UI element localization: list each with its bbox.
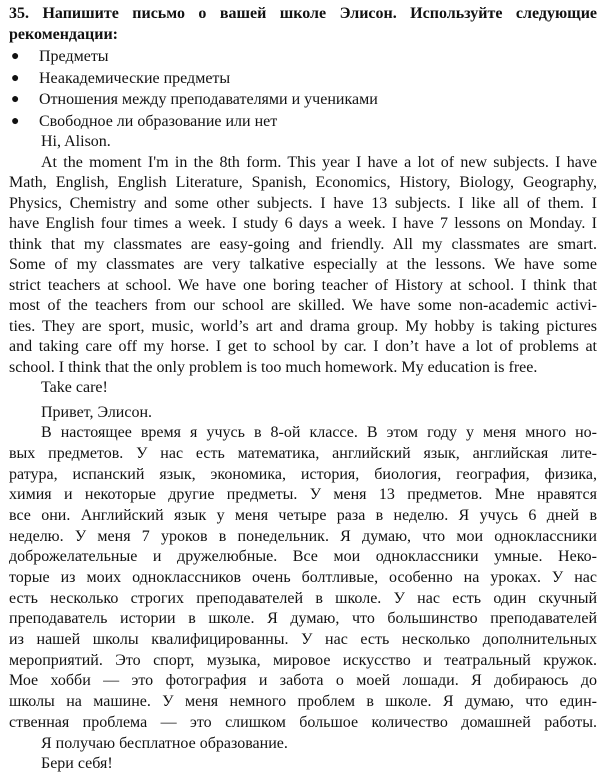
task-title: Напишите письмо о вашей школе Элисон. Используйте следующие xyxy=(42,5,598,22)
letter-ru-line: В настоящее время я учусь в 8-ой классе. В этом году у меня много но- xyxy=(41,424,597,442)
letter-en-line: have English four times a week. I study 6 days a week. I have 7 lessons on Monday. I xyxy=(9,215,597,232)
letter-en-line: ties. They are sport, music, world’s art and drama group. My hobby is taking pictures xyxy=(9,317,597,335)
letter-ru-line: вых предметов. У нас есть математика, английский язык, английская лите- xyxy=(9,444,597,462)
letter-ru-line: доброжелательные и дружелюбные. Все мои одноклассники умные. Неко- xyxy=(9,548,597,566)
letter-ru-greeting: Привет, Элисон. xyxy=(41,403,153,421)
letter-ru-line: преподаватель истории в школе. Я думаю, что большинство преподавателей xyxy=(9,610,597,628)
recommendations-list xyxy=(9,46,597,132)
list-item: ● Отношения между преподавателями и учениками xyxy=(9,89,597,111)
letter-en-line: Math, English, English Literature, Spanish, Economics, History, Biology, Geography, xyxy=(9,174,597,191)
letter-ru-line: ратура, испанский язык, экономика, история, биология, география, физика, xyxy=(9,465,597,483)
list-item: ● Предметы xyxy=(9,46,597,68)
letter-ru-line: все они. Английский язык у меня четыре раза в неделю. Я учусь 6 дней в xyxy=(9,506,597,524)
task-heading-line-1 xyxy=(9,4,597,25)
letter-ru-last-line: Я получаю бесплатное образование. xyxy=(41,734,288,752)
letter-en-line: strict teachers at school. We have one boring teacher of History at school. I think that xyxy=(9,276,597,294)
task-number: 35. xyxy=(9,5,29,22)
letter-en-line: and taking care off my horse. I get to school by car. I don’t have a lot of problems at xyxy=(9,338,597,355)
letter-ru-line: есть несколько строгих преподавателей в школе. У нас есть один скучный xyxy=(9,589,597,607)
letter-ru-line: мероприятий. Это спорт, музыка, мировое искусство и театральный кружок. xyxy=(9,651,597,669)
bullet-icon: ● xyxy=(11,92,20,107)
letter-russian xyxy=(9,403,597,775)
letter-ru-line: школы на машине. У меня немного проблем в школе. Я думаю, что един- xyxy=(9,693,597,711)
letter-en-line: Physics, Chemistry and some other subjects. I have 13 subjects. I like all of them. I xyxy=(9,194,597,212)
letter-en-closing: Take care! xyxy=(41,379,108,396)
letter-ru-line: торые из моих одноклассников очень болтливые, особенно на уроках. У нас xyxy=(9,569,597,586)
letter-en-line: think that my classmates are easy-going and friendly. All my classmates are smart. xyxy=(9,235,597,253)
letter-en-line: school. I think that the only problem is too much homework. My education is free. xyxy=(9,358,538,376)
letter-ru-closing: Бери себя! xyxy=(41,755,113,773)
task-heading-line-2: рекомендации: xyxy=(9,25,118,43)
letter-ru-line: химия и некоторые другие предметы. У меня 13 предметов. Мне нравятся xyxy=(9,486,597,504)
letter-english xyxy=(9,132,597,399)
list-item: ● Неакадемические предметы xyxy=(9,68,597,90)
bullet-icon: ● xyxy=(11,49,20,64)
list-item: ● Свободное ли образование или нет xyxy=(9,111,597,133)
bullet-icon: ● xyxy=(11,70,20,86)
letter-en-greeting: Hi, Alison. xyxy=(41,133,111,150)
letter-ru-line: из нашей школы квалифицированны. У нас есть несколько дополнительных xyxy=(9,631,597,649)
letter-en-line: most of the teachers from our school are skilled. We have some non-academic activi- xyxy=(9,297,597,314)
letter-en-line: Some of my classmates are very talkative especially at the lessons. We have some xyxy=(9,256,597,273)
letter-ru-line: Мое хобби — это фотография и забота о моей лошади. Я добираюсь до xyxy=(9,672,597,690)
document-page xyxy=(9,4,597,775)
letter-ru-line: неделю. У меня 7 уроков в понедельник. Я думаю, что мои одноклассники xyxy=(9,527,597,545)
letter-en-line: At the moment I'm in the 8th form. This year I have a lot of new subjects. I have xyxy=(41,153,597,171)
bullet-icon: ● xyxy=(11,113,20,129)
letter-ru-line: ственная проблема — это слишком большое количество домашней работы. xyxy=(9,713,597,731)
